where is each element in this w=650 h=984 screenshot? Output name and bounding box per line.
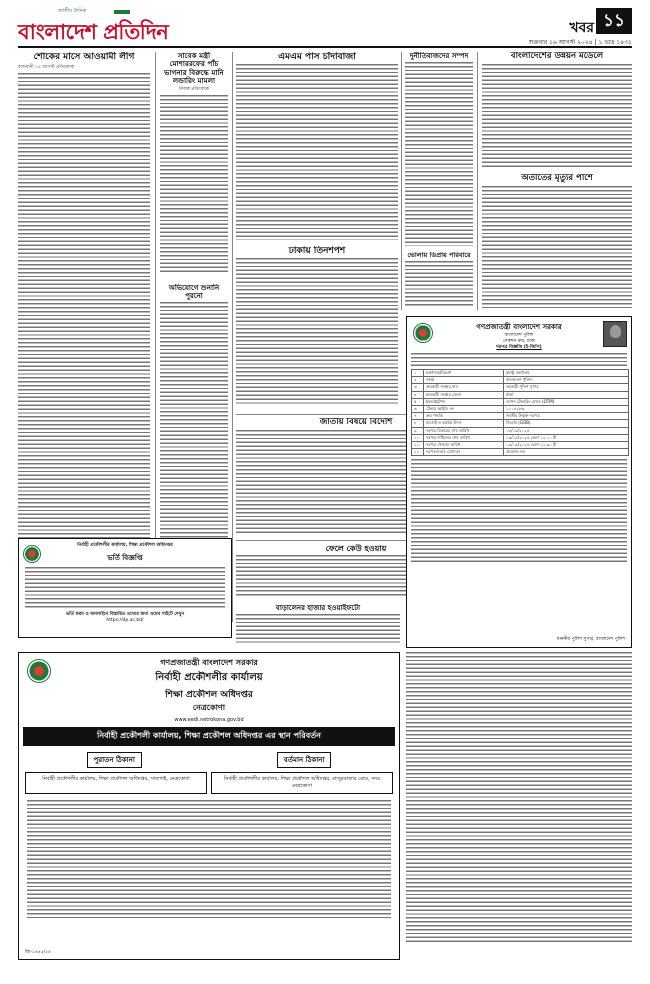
table-cell: ০৮/০৯/২০২৪	[504, 427, 629, 434]
tender-notice[interactable]	[406, 316, 632, 648]
old-address: নির্বাহী প্রকৌশলীর কার্যালয়, শিক্ষা প্রকৌশল অধিদপ্তর, সাতপাই, নেত্রকোণা	[25, 772, 207, 794]
table-cell: ০৯/০৯/২০২৪ বেলা ১২.৩০ টা	[504, 441, 629, 448]
table-cell: ওপেন টেন্ডারিং মেথড (OTM)	[504, 398, 629, 405]
table-cell: ৬	[412, 405, 424, 412]
article-body	[405, 62, 473, 246]
article-ovijan	[160, 284, 228, 540]
article-body	[482, 186, 632, 308]
article-dhaka	[236, 246, 398, 408]
table-cell: সহকারী পুলিশ সুপার	[504, 384, 629, 391]
table-cell: ঢাকা	[504, 391, 629, 398]
article-minister	[160, 52, 228, 282]
table-cell: ক্রয়কারী সংস্থার জেলা	[424, 391, 504, 398]
notice-gov: গণপ্রজাতন্ত্রী বাংলাদেশ সরকার	[160, 658, 258, 667]
table-cell: ৯	[412, 427, 424, 434]
notice-code: জি-১৪৪৫/২৪	[25, 950, 51, 955]
notice-gov: গণপ্রজাতন্ত্রী বাংলাদেশ সরকার	[476, 323, 562, 331]
headline[interactable]: এমএম পাস চাঁদাবাজা	[278, 52, 356, 62]
table-cell: ১০১৪২৮৬	[504, 405, 629, 412]
headline[interactable]: সাবেক মন্ত্রী মোশাররফের পাঁচ ভাগনার বিরুদ্ধে মানি লন্ডারিং মামলা	[164, 52, 224, 85]
headline[interactable]: জাতীয় বিষয়ে বিদেশি	[319, 418, 393, 427]
page-number: ১১	[596, 8, 632, 34]
article-body	[160, 302, 228, 540]
notice-url[interactable]: https://dp.ac.bd/	[106, 618, 144, 623]
table-cell: ১	[412, 370, 424, 377]
table-cell: মন্ত্রণালয়/বিভাগ	[424, 370, 504, 377]
notice-intro	[411, 353, 627, 367]
article-durniti	[405, 52, 473, 248]
admission-notice[interactable]	[18, 538, 232, 638]
logo[interactable]	[18, 8, 168, 51]
emblem-icon	[27, 659, 51, 683]
headline[interactable]: ঢাকায় তিনশপশ	[288, 246, 346, 256]
headline[interactable]: শোকের মাসে আওয়ামী লীগ	[33, 52, 135, 62]
article-body	[236, 64, 398, 240]
article-bottom-mid	[236, 604, 400, 648]
headline[interactable]: বাংলাদেশের উন্নয়ন মডেলে	[510, 52, 604, 61]
table-row	[412, 391, 629, 398]
byline: রাজধানী ১৫ আগস্ট প্রতিবেদক	[18, 65, 74, 71]
table-row	[412, 434, 629, 441]
section-title: খবর	[569, 20, 594, 36]
relocation-notice[interactable]	[18, 652, 400, 960]
article-body	[236, 614, 400, 644]
table-cell: সংস্থা	[424, 377, 504, 384]
notice-title: ভর্তি বিজ্ঞপ্তি	[107, 554, 143, 562]
table-cell: টেন্ডার আইডি নং	[424, 405, 504, 412]
logo-accent-bar	[114, 10, 130, 14]
headline[interactable]: ফেলে কেউ হওয়ায়	[325, 544, 387, 553]
address-boxes	[25, 772, 393, 794]
table-row	[412, 449, 629, 456]
notice-dept: শিক্ষা প্রকৌশল অধিদপ্তর	[165, 690, 253, 700]
column-rule	[401, 52, 402, 310]
table-row	[412, 370, 629, 377]
table-cell: ক্রয়কারী সংস্থার নাম	[424, 384, 504, 391]
notice-url[interactable]: www.eedi.netrokona.gov.bd	[174, 717, 244, 723]
article-body	[405, 261, 473, 307]
emblem-icon	[23, 545, 41, 563]
tender-notice-continued	[406, 652, 632, 960]
notice-body	[411, 459, 627, 563]
notice-dept: বাংলাদেশ পুলিশ	[504, 333, 534, 338]
table-cell: প্রযোজ্য নয়	[504, 449, 629, 456]
table-cell: বাংলাদেশ পুলিশ	[504, 377, 629, 384]
logo-text: বাংলাদেশ প্রতিদিন	[18, 19, 169, 44]
table-cell: স্বরাষ্ট্র মন্ত্রণালয়	[504, 370, 629, 377]
table-cell: ৮	[412, 420, 424, 427]
notice-sub: সেকশন ক্রয়, ঢাকা	[502, 339, 536, 344]
table-row	[412, 405, 629, 412]
byline: নিজস্ব প্রতিবেদক	[178, 87, 210, 93]
table-cell: ৪	[412, 391, 424, 398]
table-cell: দরপত্র দাখিলের শেষ তারিখ	[424, 434, 504, 441]
table-row	[412, 398, 629, 405]
headline[interactable]: দুর্নীতিবাজদের সম্পদ	[409, 52, 469, 60]
notice-body	[27, 800, 391, 918]
new-address: নির্বাহী প্রকৌশলীর কার্যালয়, শিক্ষা প্রকৌশল অধিদপ্তর, রাজুরবাজার রোড, সদর নেত্রকোণা	[211, 772, 393, 794]
table-cell: ০৯/০৯/২০২৪ বেলা ১২.০০ টা	[504, 434, 629, 441]
article-body	[236, 258, 398, 406]
logo-tagline: জাতীয় দৈনিক	[58, 8, 87, 14]
dateline: শুক্রবার ১৬ আগস্ট ২০২৪ | ১ ভাদ্র ১৪৩১	[528, 39, 632, 46]
old-address-label: পুরাতন ঠিকানা	[87, 752, 142, 768]
table-cell: দরপত্র বিক্রয়ের শেষ তারিখ	[424, 427, 504, 434]
table-row	[412, 413, 629, 420]
table-cell: ২	[412, 377, 424, 384]
emblem-icon	[413, 323, 433, 343]
notice-footer: মাননীয় পুলিশ সুপার, বাংলাদেশ পুলিশ	[556, 637, 625, 642]
table-cell: দরপত্রদাতার যোগ্যতা	[424, 449, 504, 456]
table-cell: ১২	[412, 449, 424, 456]
table-cell: দরপত্র খোলার তারিখ	[424, 441, 504, 448]
table-cell: ৫	[412, 398, 424, 405]
notice-body	[25, 567, 225, 609]
table-row	[412, 384, 629, 391]
table-row	[412, 427, 629, 434]
table-row	[412, 441, 629, 448]
masthead	[18, 8, 632, 48]
table-cell: ১১	[412, 441, 424, 448]
notice-org: নির্বাহী প্রকৌশলীর কার্যালয়, শিক্ষা প্রকৌশল অধিদপ্তর	[77, 543, 173, 548]
table-cell: জাতীয় উন্মুক্ত দরপত্র	[504, 413, 629, 420]
notice-body	[406, 652, 632, 942]
table-cell: বাজেট ও অর্থের উৎস	[424, 420, 504, 427]
table-cell: ক্রয় পদ্ধতি	[424, 413, 504, 420]
headline[interactable]: ভোলায় ডিপ্রায় পরিবারে	[407, 252, 471, 259]
headline[interactable]: বাড়ালেনর হাজার হওয়াইফটো	[275, 604, 361, 612]
column-rule	[477, 52, 478, 310]
new-address-label: বর্তমান ঠিকানা	[277, 752, 332, 768]
tender-table	[411, 369, 629, 456]
table-cell: ৩	[412, 384, 424, 391]
article-body	[482, 64, 632, 168]
article-chandabaji	[236, 52, 398, 242]
table-cell: ইনভাইটেশন	[424, 398, 504, 405]
article-mrittu	[482, 174, 632, 310]
officer-photo	[603, 321, 627, 347]
table-row	[412, 377, 629, 384]
article-body	[160, 95, 228, 273]
table-cell: ৭	[412, 413, 424, 420]
notice-org: নির্বাহী প্রকৌশলীর কার্যালয়	[155, 672, 263, 683]
column-rule	[155, 52, 156, 620]
notice-title: দরপত্র বিজ্ঞপ্তি (ই-জিপি)	[496, 345, 542, 350]
table-cell: ১০	[412, 434, 424, 441]
article-bhola	[405, 252, 473, 310]
notice-district: নেত্রকোণা	[192, 703, 226, 712]
headline[interactable]: অভিযোগে শুনানি পুরনো	[168, 284, 220, 301]
notice-info: ভর্তি ফরম ও অনলাইনে বিস্তারিত তথ্যের জন্য ওয়েব সাইটে দেখুন	[65, 612, 185, 617]
notice-title: নির্বাহী প্রকৌশলী কার্যালয়, শিক্ষা প্রকৌশল অধিদপ্তর এর স্থান পরিবর্তন	[23, 727, 395, 746]
headline[interactable]: অতীতের মৃত্যুর পাশে	[521, 174, 593, 183]
article-unnayan	[482, 52, 632, 170]
address-labels	[19, 752, 399, 768]
table-row	[412, 420, 629, 427]
table-cell: জিওবি (GOB)	[504, 420, 629, 427]
column-rule	[232, 52, 233, 622]
